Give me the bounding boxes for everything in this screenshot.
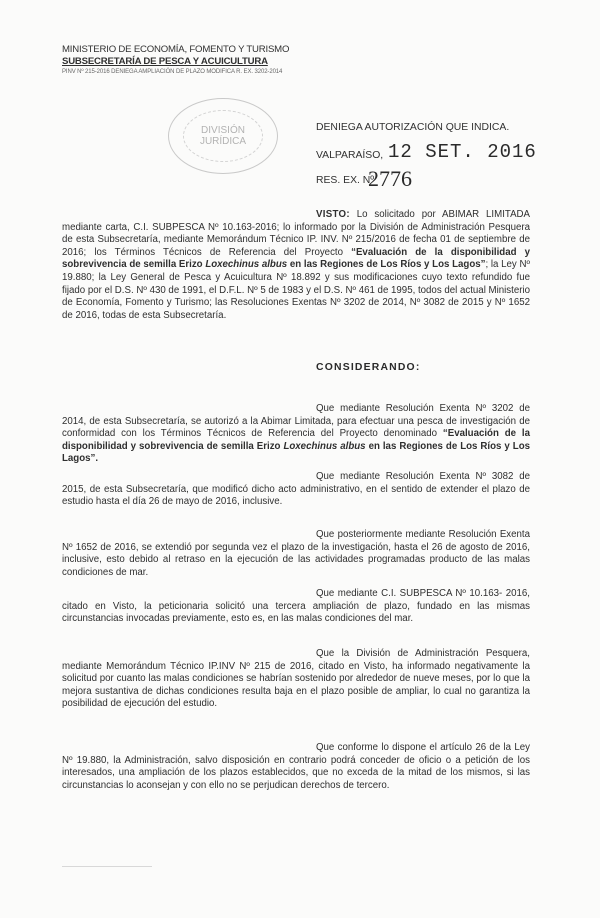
considerando-2: Que mediante Resolución Exenta Nº 3082 de 2015, de esta Subsecretaría, que modificó dicho acto administrativo, en el sentido de extender el plazo de estudio hasta el día 26 de mayo de 2016, inclusive. (62, 471, 530, 508)
visto-label: VISTO: (316, 209, 350, 220)
considerando-project-title: “Evaluación de la disponibilidad y sobrevivencia de semilla Erizo Loxechinus albus en las Regiones de Los Ríos y Los Lagos”. (62, 428, 531, 465)
considerando-4: Que mediante C.I. SUBPESCA Nº 10.163- 2016, citado en Visto, la peticionaria solicitó una tercera ampliación de plazo, fundado en las mismas circunstancias invocadas previamente, esto es, en las malas condiciones del mar. (62, 588, 530, 625)
considerando-3: Que posteriormente mediante Resolución Exenta Nº 1652 de 2016, se extendió por segunda vez el plazo de la investigación, hasta el 26 de agosto de 2016, inclusive, esto debido al retraso en la ejecución de las actividades programadas producto de las malas condiciones de mar. (62, 529, 530, 578)
visto-species: Loxechinus albus (205, 259, 288, 271)
visto-text-2: ; la Ley Nº 19.880; la Ley General de Pesca y Acuicultura Nº 18.892 y sus modificaciones cuyo texto refundido fue fijado por el D.S. Nº 430 de 1991, el D.F.L. Nº 5 de 1983 y el D.S. Nº 461 de 1995, todos del actual Ministerio de Economía, Fomento y Turismo; las Resoluciones Exentas Nº 3202 de 2014, Nº 3082 de 2015 y Nº 1652 de 2016, todas de esta Subsecretaría. (62, 259, 530, 321)
subsecretaria-name: SUBSECRETARÍA DE PESCA Y ACUICULTURA (62, 56, 268, 67)
footer-scan-mark (62, 866, 152, 867)
resolution-date: 12 SET. 2016 (388, 141, 537, 163)
considerando-5: Que la División de Administración Pesquera, mediante Memorándum Técnico IP.INV Nº 215 de 2016, citado en Visto, ha informado negativamente la solicitud por cuanto las malas condiciones se habrían sostenido por alrededor de nueve meses, por lo que la mejora sustantiva de dichas condiciones resulta baja en el plazo posible de ampliar, lo cual no garantiza la posibilidad de ejecución del estudio. (62, 648, 530, 710)
letterhead (62, 44, 289, 77)
resolution-number: 2776 (368, 166, 412, 191)
visto-text-1: Lo solicitado por ABIMAR LIMITADA mediante carta, C.I. SUBPESCA Nº 10.163-2016; lo informado por la División de Administración Pesquera de esta Subsecretaría, mediante Memorándum Técnico IP. INV. Nº 215/2016 de fecha 01 de septiembre de 2016; los Términos Técnicos de Referencia del Proyecto (62, 209, 530, 258)
considerando-species: Loxechinus albus (283, 440, 366, 452)
stamp-line-1: DIVISIÓN (201, 125, 245, 136)
file-reference: PINV Nº 215-2016 DENIEGA AMPLIACIÓN DE PLAZO MODIFICA R. EX. 3202-2014 (62, 69, 283, 75)
considerando-6: Que conforme lo dispone el artículo 26 de la Ley Nº 19.880, la Administración, salvo disposición en contrario podrá conceder de oficio o a petición de los interesados, una ampliación de los plazos establecidos, que no exceda de la mitad de los mismos, si las circunstancias lo aconsejan y con ello no se perjudican derechos de tercero. (62, 742, 530, 791)
division-juridica-stamp (168, 98, 278, 174)
considerando-1: Que mediante Resolución Exenta Nº 3202 de 2014, de esta Subsecretaría, se autorizó a la Abimar Limitada, para efectuar una pesca de investigación de conformidad con los Términos Técnicos de Referencia del Proyecto denominado “Evaluación de la disponibilidad y sobrevivencia de semilla Erizo Loxechinus albus en las Regiones de Los Ríos y Los Lagos”. (62, 403, 531, 465)
visto-paragraph (62, 209, 530, 322)
stamp-line-2: JURÍDICA (199, 136, 247, 147)
place-label: VALPARAÍSO, (316, 150, 384, 161)
ministry-name: MINISTERIO DE ECONOMÍA, FOMENTO Y TURISMO (62, 44, 290, 55)
considerando-heading: CONSIDERANDO: (316, 362, 421, 373)
visto-project-title: “Evaluación de la disponibilidad y sobrevivencia de semilla Erizo Loxechinus albus en las Regiones de Los Ríos y Los Lagos” (62, 246, 531, 271)
resolution-subject: DENIEGA AUTORIZACIÓN QUE INDICA. (316, 122, 510, 133)
resolution-number-label: RES. EX. Nº (316, 175, 375, 186)
